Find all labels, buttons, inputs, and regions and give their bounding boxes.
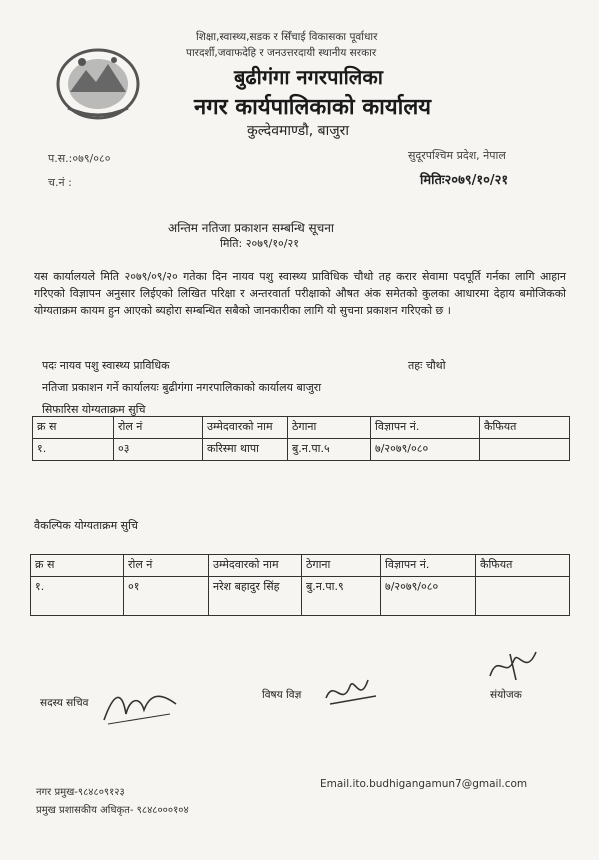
coordinator-signature-icon bbox=[486, 646, 542, 686]
col-name: उम्मेदवारको नाम bbox=[209, 555, 302, 577]
cell-remarks bbox=[476, 577, 570, 616]
col-ad-number: विज्ञापन नं. bbox=[371, 417, 480, 439]
cell-name: करिस्मा थापा bbox=[203, 439, 288, 461]
cao-contact: प्रमुख प्रशासकीय अधिकृत- ९८४८०००१०४ bbox=[36, 805, 189, 816]
col-ad-number: विज्ञापन नं. bbox=[381, 555, 476, 577]
cell-name: नरेश बहादुर सिंह bbox=[209, 577, 302, 616]
cell-roll: ०१ bbox=[124, 577, 209, 616]
cell-roll: ०३ bbox=[114, 439, 203, 461]
col-serial: क्र स bbox=[33, 417, 114, 439]
office-name: नगर कार्यपालिकाको कार्यालय bbox=[194, 95, 431, 120]
col-remarks: कैफियत bbox=[476, 555, 570, 577]
office-location: कुल्देवमाण्डौ, बाजुरा bbox=[247, 123, 350, 139]
notice-body: यस कार्यालयले मिति २०७९/०९/२० गतेका दिन नायव पशु स्वास्थ्य प्राविधिक चौथो तह करार सेवामा पदपूर्ति गर्नका लागि आहान गरिएको विज्ञापन अनुसार लिईएको लिखित परिक्षा र अन्तरवार्ता परीक्षाको औषत अंक समेतको कुलका आधारमा देहाय बमोजिकको योग्यताक्रम कायम हुन आएको ब्यहोरा सम्बन्धित सबैको जानकारीका लागि यो सुचना प्रकाशन गरिएको छ । bbox=[34, 270, 566, 317]
office-email: Email.ito.budhigangamun7@gmail.com bbox=[320, 778, 528, 790]
col-remarks: कैफियत bbox=[480, 417, 570, 439]
recommended-table bbox=[32, 416, 570, 461]
cell-address: बु.न.पा.५ bbox=[288, 439, 371, 461]
nepal-emblem-icon bbox=[52, 42, 144, 122]
cell-address: बु.न.पा.९ bbox=[302, 577, 381, 616]
chalani-number: च.नं : bbox=[48, 176, 72, 189]
table-header-row bbox=[31, 555, 570, 577]
subject-expert-label: विषय विज्ञ bbox=[262, 689, 302, 701]
cell-serial: १. bbox=[31, 577, 124, 616]
header-line2: पारदर्शी,जवाफदेहि र जनउत्तरदायी स्थानीय सरकार bbox=[186, 47, 377, 59]
notice-date: मिति: २०७९/१०/२१ bbox=[220, 237, 299, 250]
col-roll: रोल नं bbox=[124, 555, 209, 577]
col-address: ठेगाना bbox=[302, 555, 381, 577]
cell-serial: १. bbox=[33, 439, 114, 461]
col-serial: क्र स bbox=[31, 555, 124, 577]
letter-date: मितिः२०७९/१०/२१ bbox=[420, 173, 509, 188]
cell-ad-number: ७/२०७९/०८० bbox=[371, 439, 480, 461]
table-row bbox=[33, 439, 570, 461]
alternate-list-title: वैकल्पिक योग्यताक्रम सुचि bbox=[34, 519, 138, 532]
notice-title: अन्तिम नतिजा प्रकाशन सम्बन्धि सूचना bbox=[168, 221, 335, 235]
cell-ad-number: ७/२०७९/०८० bbox=[381, 577, 476, 616]
result-office: नतिजा प्रकाशन गर्ने कार्यालयः बुढीगंगा नगरपालिकाको कार्यालय बाजुरा bbox=[42, 381, 322, 394]
patra-sankhya: प.स.:०७९/०८० bbox=[48, 152, 111, 165]
province-name: सुदूरपश्चिम प्रदेश, नेपाल bbox=[408, 149, 506, 162]
col-address: ठेगाना bbox=[288, 417, 371, 439]
member-secretary-label: सदस्य सचिव bbox=[40, 697, 89, 709]
col-roll: रोल नं bbox=[114, 417, 203, 439]
mayor-contact: नगर प्रमुख-९८४८०९१२३ bbox=[36, 787, 125, 798]
subject-expert-signature-icon bbox=[320, 668, 384, 712]
header-line1: शिक्षा,स्वास्थ्य,सडक र सिँचाई विकासका पूर्वाधार bbox=[196, 31, 378, 43]
col-name: उम्मेदवारको नाम bbox=[203, 417, 288, 439]
municipality-name: बुढीगंगा नगरपालिका bbox=[234, 65, 383, 89]
table-header-row bbox=[33, 417, 570, 439]
member-secretary-signature-icon bbox=[100, 684, 180, 728]
post-name: पदः नायव पशु स्वास्थ्य प्राविधिक bbox=[42, 359, 170, 372]
post-level: तहः चौथो bbox=[408, 359, 446, 372]
cell-remarks bbox=[480, 439, 570, 461]
table-row bbox=[31, 577, 570, 616]
recommended-list-title: सिफारिस योग्यताक्रम सुचि bbox=[42, 403, 146, 416]
alternate-table bbox=[30, 554, 570, 616]
coordinator-label: संयोजक bbox=[490, 689, 522, 701]
